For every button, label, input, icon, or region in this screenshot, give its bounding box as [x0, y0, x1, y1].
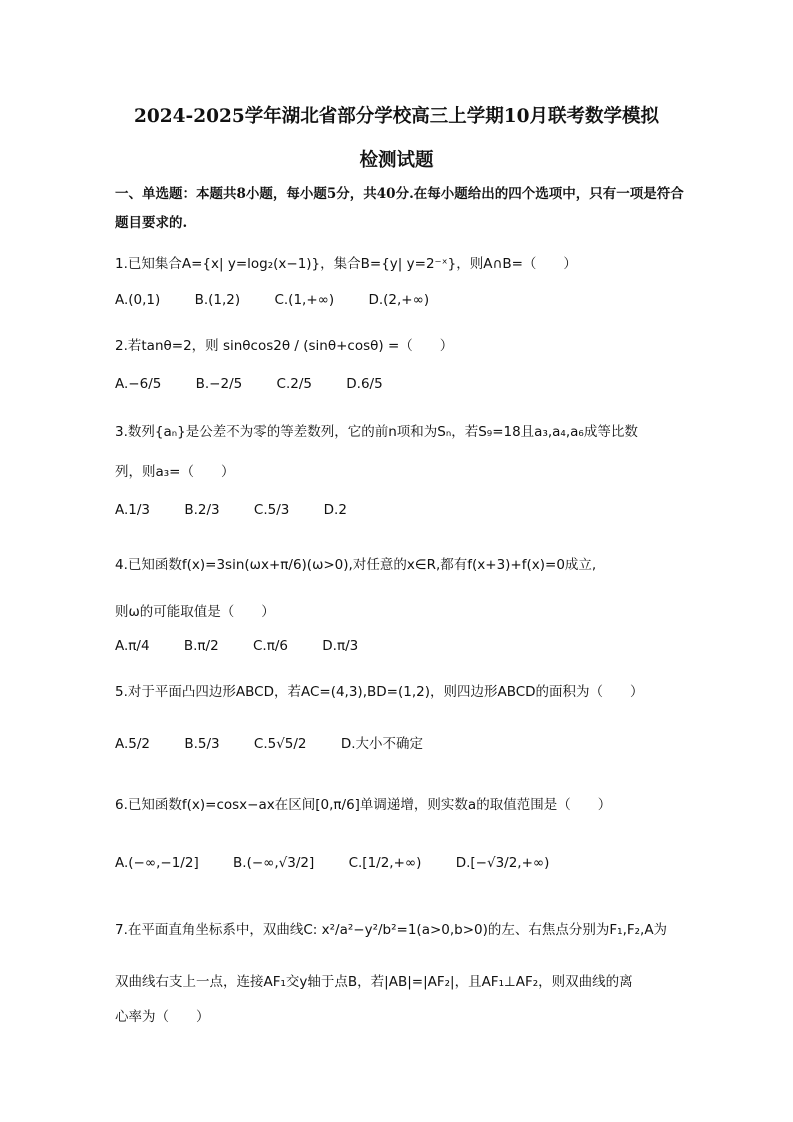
question-4-stem-line2: 则ω的可能取值是（ ）: [115, 604, 275, 620]
q4-option-b: B.π/2: [183, 638, 219, 654]
question-2-options: [115, 376, 413, 392]
q5-option-b: B.5/3: [184, 736, 220, 752]
q6-option-c: C.[1/2,+∞): [348, 855, 422, 871]
question-1-options: [115, 292, 459, 308]
question-3-options: [115, 502, 377, 518]
q1-option-b: B.(1,2): [194, 292, 241, 308]
q1-option-a: A.(0,1): [115, 292, 161, 308]
question-4-stem-line1: 4.已知函数f(x)=3sin(ωx+π/6)(ω>0),对任意的x∈R,都有f(x+3)+f(x)=0成立,: [115, 557, 597, 573]
q3-option-c: C.5/3: [253, 502, 290, 518]
q2-option-b: B.−2/5: [195, 376, 243, 392]
q2-option-a: A.−6/5: [115, 376, 162, 392]
q4-option-a: A.π/4: [115, 638, 150, 654]
q2-option-d: D.6/5: [346, 376, 383, 392]
q6-option-d: D.[−√3/2,+∞): [455, 855, 550, 871]
question-6-stem: 6.已知函数f(x)=cosx−ax在区间[0,π/6]单调递增，则实数a的取值范围是（ ）: [115, 797, 612, 813]
q6-option-a: A.(−∞,−1/2]: [115, 855, 199, 871]
q3-option-b: B.2/3: [184, 502, 220, 518]
question-1-stem: 1.已知集合A={x| y=log₂(x−1)}，集合B={y| y=2⁻ˣ}，则A∩B=（ ）: [115, 256, 577, 272]
document-title-line2: 检测试题: [359, 150, 434, 171]
q5-option-c: C.5√5/2: [253, 736, 307, 752]
question-3-stem-line2: 列，则a₃=（ ）: [115, 464, 235, 480]
q1-option-c: C.(1,+∞): [274, 292, 335, 308]
q5-option-a: A.5/2: [115, 736, 151, 752]
q3-option-d: D.2: [323, 502, 347, 518]
question-4-options: [115, 638, 388, 654]
question-7-stem-line3: 心率为（ ）: [115, 1009, 210, 1025]
q6-option-b: B.(−∞,√3/2]: [233, 855, 315, 871]
q3-option-a: A.1/3: [115, 502, 151, 518]
question-7-stem-line1: 7.在平面直角坐标系中，双曲线C: x²/a²−y²/b²=1(a>0,b>0)的左、右焦点分别为F₁,F₂,A为: [115, 922, 668, 938]
question-3-stem-line1: 3.数列{aₙ}是公差不为零的等差数列，它的前n项和为Sₙ，若S₉=18且a₃,a₄,a₆成等比数: [115, 424, 638, 440]
q5-option-d: D.大小不确定: [340, 736, 424, 752]
question-6-options: [115, 855, 579, 871]
q2-option-c: C.2/5: [276, 376, 312, 392]
q4-option-d: D.π/3: [322, 638, 359, 654]
question-5-options: [115, 732, 453, 752]
q1-option-d: D.(2,+∞): [368, 292, 430, 308]
question-7-stem-line2: 双曲线右支上一点，连接AF₁交y轴于点B，若|AB|=|AF₂|，且AF₁⊥AF₂，则双曲线的离: [115, 974, 633, 990]
document-title-line1: 2024-2025学年湖北省部分学校高三上学期10月联考数学模拟: [134, 106, 659, 127]
question-5-stem: 5.对于平面凸四边形ABCD，若AC=(4,3),BD=(1,2)，则四边形ABCD的面积为（ ）: [115, 684, 644, 700]
q4-option-c: C.π/6: [252, 638, 288, 654]
section-intro: 一、单选题：本题共8小题，每小题5分，共40分.在每小题给出的四个选项中，只有一项是符合题目要求的.: [115, 186, 684, 231]
question-2-stem: 2.若tanθ=2，则 sinθcos2θ / (sinθ+cosθ) =（ ）: [115, 338, 454, 354]
